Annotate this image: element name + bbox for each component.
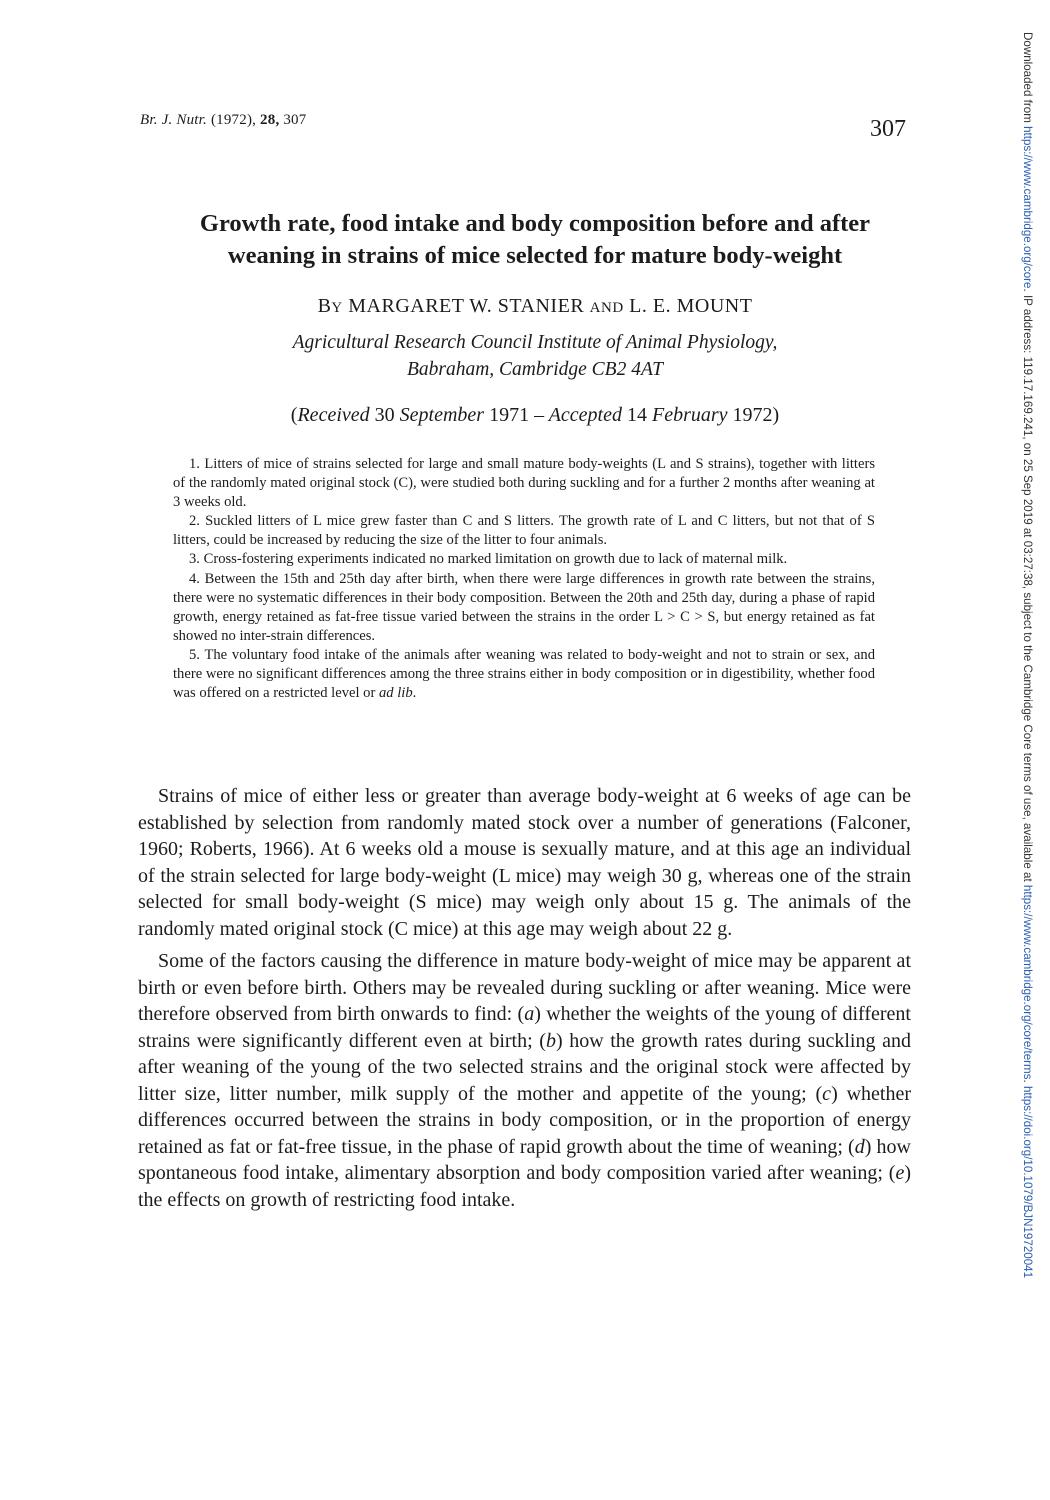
p2-a-text: whether the weights of the young of different strains were significantly different even at birth;: [138, 1003, 911, 1052]
title-line-2: weaning in strains of mice selected for mature body-weight: [227, 242, 843, 269]
page-number: 307: [870, 116, 906, 142]
by-rest: Y: [331, 300, 343, 316]
download-separator: .: [1021, 1079, 1034, 1083]
abstract-item-2: 2. Suckled litters of L mice grew faster than C and S litters. The growth rate of L and C litters, but not that of S litters, could be increased by reducing the size of the litter to four animals.: [173, 513, 875, 549]
p2-b-label: b: [545, 1029, 556, 1052]
author-and: AND: [589, 300, 624, 316]
abstract-item-5-end: .: [412, 685, 417, 702]
author-line: [120, 295, 950, 318]
download-notice-text: [1021, 32, 1034, 1278]
journal-name: Br. J. Nutr.: [140, 112, 207, 128]
affiliation-line-1: Agricultural Research Council Institute of Animal Physiology,: [292, 332, 778, 353]
p2-d-text: how spontaneous food intake, alimentary absorption and body composition varied after weaning;: [138, 1135, 911, 1184]
body-paragraph-1: Strains of mice of either less or greater than average body-weight at 6 weeks of age can be established by selection from randomly mated stock over a number of generations (Falconer, 1960; Roberts, 1966). At 6 weeks old a mouse is sexually mature, and at this age an individual of the strain selected for large body-weight (L mice) may weigh 30 g, whereas one of the strain selected for small body-weight (S mice) may weigh only about 15 g. The animals of the randomly mated original stock (C mice) at this age may weigh about 22 g.: [138, 785, 911, 940]
accepted-month: February: [651, 404, 728, 426]
author-2: L. E. MOUNT: [629, 295, 753, 317]
journal-year: (1972),: [210, 112, 257, 128]
doi-link[interactable]: https://doi.org/10.1079/BJN19720041: [1021, 1085, 1034, 1279]
abstract-item-3: 3. Cross-fostering experiments indicated no marked limitation on growth due to lack of maternal milk.: [189, 551, 788, 568]
abstract-item-5-adlib: ad lib: [379, 685, 413, 702]
abstract-item-5-text: 5. The voluntary food intake of the animals after weaning was related to body-weight and not to strain or sex, and there were no significant differences among the three strains either in body composition or in digestibility, whether food was offered on a restricted level or: [173, 646, 875, 702]
abstract: [173, 455, 875, 703]
journal-first-page: 307: [283, 112, 307, 128]
abstract-item-5: [173, 646, 875, 703]
cambridge-core-link[interactable]: https://www.cambridge.org/core: [1021, 126, 1034, 289]
p2-c-label: c: [822, 1082, 832, 1105]
received-label: Received: [297, 404, 370, 426]
abstract-item-4: 4. Between the 15th and 25th day after birth, when there were large differences in growth rate between the strains, there were no systematic differences in their body composition. Between the 20th and 25th day, during a phase of rapid growth, energy retained as fat-free tissue varied between the strains in the order L > C > S, but energy retained as fat showed no inter-strain differences.: [173, 570, 875, 644]
by-initial: B: [317, 295, 332, 317]
p2-e-label: e: [895, 1162, 905, 1184]
affiliation: [120, 329, 950, 383]
title-line-1: Growth rate, food intake and body composition before and after: [199, 210, 871, 237]
abstract-item-1: 1. Litters of mice of strains selected for large and small mature body-weights (L and S strains), together with litters of the randomly mated original stock (C), were studied both during suckling and for a further 2 months after weaning at 3 weeks old.: [173, 456, 875, 511]
received-year: 1971: [489, 404, 530, 426]
affiliation-line-2: Babraham, Cambridge CB2 4AT: [406, 359, 664, 380]
p2-a-label: a: [524, 1003, 535, 1025]
download-prefix: Downloaded from: [1021, 32, 1034, 123]
accepted-year: 1972: [732, 404, 773, 426]
received-accepted-dates: [120, 404, 950, 427]
accepted-label: Accepted: [548, 404, 622, 426]
received-open-paren: (: [290, 404, 298, 426]
date-separator: –: [534, 404, 545, 426]
article-title: [120, 208, 950, 272]
p2-c-text: whether differences occurred between the strains in body composition, or in the proportion of energy retained as fat or fat-free tissue, in the phase of rapid growth about the time of weaning;: [138, 1082, 912, 1158]
accepted-day: 14: [626, 404, 647, 426]
received-close-paren: ): [772, 404, 780, 426]
download-middle: . IP address: 119.17.169.241, on 25 Sep 2019 at 03:27:38, subject to the Cambridge Core terms of use, available at: [1021, 288, 1034, 882]
p2-d-label: d: [854, 1135, 865, 1158]
body-paragraph-2: Some of the factors causing the difference in mature body-weight of mice may be apparent at birth or even before birth. Others may be revealed during suckling or after weaning. Mice were therefore observed from birth onwards to find: (a) whether the weights of the young of different strains were significantly different even at birth; (b) how the growth rates during suckling and after weaning of the young of the two selected strains and the original stock were affected by litter size, litter number, milk supply of the mother and appetite of the young; (c) whether differences occurred between the strains in body composition, or in the proportion of energy retained as fat or fat-free tissue, in the phase of rapid growth about the time of weaning; (d) how spontaneous food intake, alimentary absorption and body composition varied after weaning; (e) the effects on growth of restricting food intake.: [138, 950, 912, 1211]
p2-b-text: how the growth rates during suckling and after weaning of the young of the two selected strains and the original stock were affected by litter size, litter number, milk supply of the mother and appetite of the young;: [138, 1029, 911, 1105]
received-month: September: [399, 404, 485, 426]
received-day: 30: [374, 404, 395, 426]
article-body: [138, 783, 911, 1219]
journal-volume: 28,: [260, 112, 280, 128]
p2-e-text: the effects on growth of restricting food intake.: [138, 1188, 516, 1211]
journal-citation: [140, 112, 306, 129]
download-notice-sidebar: [1016, 32, 1036, 1472]
p2-intro: Some of the factors causing the difference in mature body-weight of mice may be apparent at birth or even before birth. Others may be revealed during suckling or after weaning. Mice were therefore observed from birth onwards to find:: [138, 950, 911, 1025]
terms-link[interactable]: https://www.cambridge.org/core/terms: [1021, 884, 1034, 1080]
author-1: MARGARET W. STANIER: [348, 295, 585, 317]
